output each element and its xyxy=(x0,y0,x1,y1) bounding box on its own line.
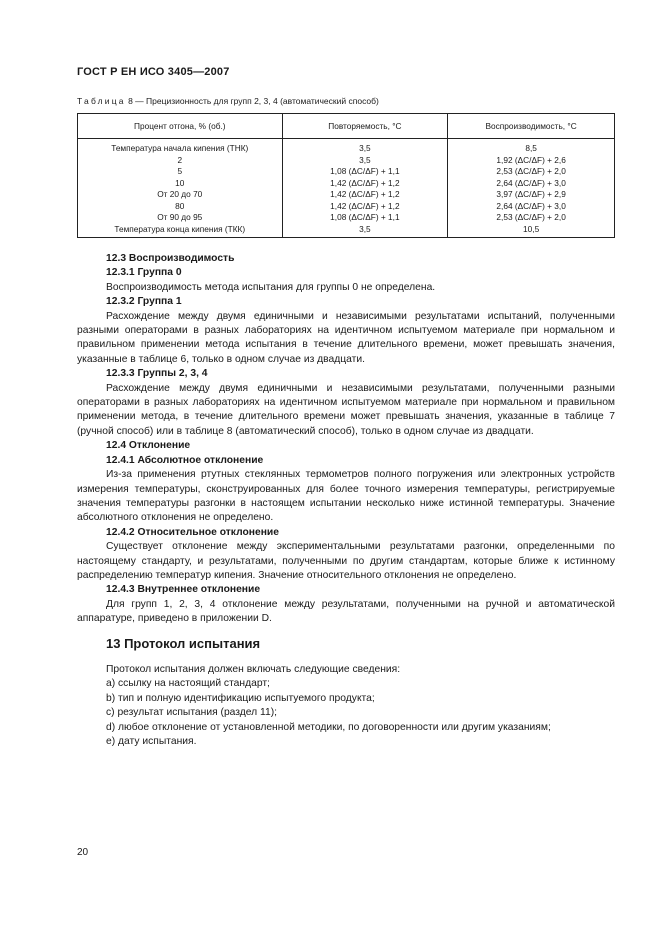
table-cell: 2,53 (ΔC/ΔF) + 2,0 xyxy=(448,166,615,178)
heading-12-3: 12.3 Воспроизводимость xyxy=(106,253,235,264)
table-cell: 2,53 (ΔC/ΔF) + 2,0 xyxy=(448,212,615,224)
list-item: c) результат испытания (раздел 11); xyxy=(106,707,278,719)
column-header: Воспроизводимость, °C xyxy=(448,114,615,139)
list-item: b) тип и полную идентификацию испытуемого продукта; xyxy=(106,692,375,704)
heading-12-3-3: 12.3.3 Группы 2, 3, 4 xyxy=(106,368,208,380)
paragraph-12-4-1: Из-за применения ртутных стеклянных термометров полного погружения или электронных устройств измерения температуры, сконструированных для более точного измерения температуры, регистрируемые значения температуры разгонки в настоящем испытании несколько ниже истинной температуры. Значение абсолютного отклонения не определено. xyxy=(77,469,615,524)
table-row xyxy=(78,212,615,224)
table-cell: Температура начала кипения (ТНК) xyxy=(78,139,283,155)
paragraph-12-4-3: Для групп 1, 2, 3, 4 отклонение между результатами, полученными на ручной и автоматической аппаратуре, приведено в приложении D. xyxy=(77,598,615,625)
table-cell: 2 xyxy=(78,155,283,167)
heading-12-4-2: 12.4.2 Относительное отклонение xyxy=(106,526,279,538)
page-number: 20 xyxy=(77,847,89,858)
paragraph-13: Протокол испытания должен включать следующие сведения: xyxy=(106,663,401,675)
table-cell: Температура конца кипения (ТКК) xyxy=(78,224,283,238)
list-item: e) дату испытания. xyxy=(106,736,197,747)
list-item: а) ссылку на настоящий стандарт; xyxy=(106,678,270,690)
table-cell: 1,42 (ΔC/ΔF) + 1,2 xyxy=(282,189,448,201)
table-row xyxy=(78,224,615,238)
paragraph-12-4-2: Существует отклонение между экспериментальными результатами разгонки, определенными по настоящему стандарту, и результатами, полученными по другим стандартам, которые ближе к истинному распределению температур кипения. Значение относительного отклонения не определено. xyxy=(77,541,615,581)
table-row xyxy=(78,166,615,178)
table-cell: 1,42 (ΔC/ΔF) + 1,2 xyxy=(282,201,448,213)
table-cell: 2,64 (ΔC/ΔF) + 3,0 xyxy=(448,178,615,190)
column-header: Процент отгона, % (об.) xyxy=(78,114,283,139)
heading-12-4-1: 12.4.1 Абсолютное отклонение xyxy=(106,454,264,466)
paragraph-12-3-1: Воспроизводимость метода испытания для группы 0 не определена. xyxy=(106,281,436,293)
table-cell: 3,5 xyxy=(282,139,448,155)
table-row xyxy=(78,189,615,201)
table-cell: 80 xyxy=(78,201,283,213)
heading-12-4-3: 12.4.3 Внутреннее отклонение xyxy=(106,584,261,596)
table-cell: 1,08 (ΔC/ΔF) + 1,1 xyxy=(282,212,448,224)
heading-12-3-2: 12.3.2 Группа 1 xyxy=(106,296,182,308)
table-cell: 3,5 xyxy=(282,224,448,238)
table-cell: 2,64 (ΔC/ΔF) + 3,0 xyxy=(448,201,615,213)
heading-12-4: 12.4 Отклонение xyxy=(106,440,191,452)
table-caption-text: 8 — Прецизионность для групп 2, 3, 4 (автоматический способ) xyxy=(125,96,379,106)
table-cell: 1,08 (ΔC/ΔF) + 1,1 xyxy=(282,166,448,178)
table-header-row xyxy=(78,114,615,139)
precision-table xyxy=(77,113,615,238)
table-cell: От 90 до 95 xyxy=(78,212,283,224)
table-row xyxy=(78,178,615,190)
list-item: d) любое отклонение от установленной методики, по договоренности или другим указаниям; xyxy=(106,721,551,733)
document-header: ГОСТ Р ЕН ИСО 3405—2007 xyxy=(77,66,230,78)
table-row xyxy=(78,201,615,213)
table-cell: От 20 до 70 xyxy=(78,189,283,201)
table-cell: 1,92 (ΔC/ΔF) + 2,6 xyxy=(448,155,615,167)
table-cell: 10,5 xyxy=(448,224,615,238)
table-row xyxy=(78,139,615,155)
heading-12-3-1: 12.3.1 Группа 0 xyxy=(106,267,182,279)
column-header: Повторяемость, °C xyxy=(282,114,448,139)
table-cell: 8,5 xyxy=(448,139,615,155)
table-caption xyxy=(77,96,379,106)
table-cell: 3,97 (ΔC/ΔF) + 2,9 xyxy=(448,189,615,201)
table-cell: 1,42 (ΔC/ΔF) + 1,2 xyxy=(282,178,448,190)
heading-13: 13 Протокол испытания xyxy=(106,635,261,651)
table-cell: 3,5 xyxy=(282,155,448,167)
document-body xyxy=(77,252,615,749)
table-row xyxy=(78,155,615,167)
paragraph-12-3-2: Расхождение между двумя единичными и независимыми результатами испытаний, полученными разными операторами в разных лабораториях на идентичном испытуемом материале при нормальном и правильном применении метода испытания в течение длительного времени, может превышать значения, указанные в таблице 6, только в одном случае из двадцати. xyxy=(77,310,615,365)
table-cell: 5 xyxy=(78,166,283,178)
paragraph-12-3-3: Расхождение между двумя единичными и независимыми результатами, полученными разными операторами в разных лабораториях на идентичном испытуемом материале при нормальном и правильном применении метода, в течение длительного времени может превышать значения, указанные в таблице 7 (ручной способ) или в таблице 8 (автоматический способ), только в одном случае из двадцати. xyxy=(77,382,615,437)
table-caption-word: Таблица xyxy=(77,96,126,106)
table-cell: 10 xyxy=(78,178,283,190)
